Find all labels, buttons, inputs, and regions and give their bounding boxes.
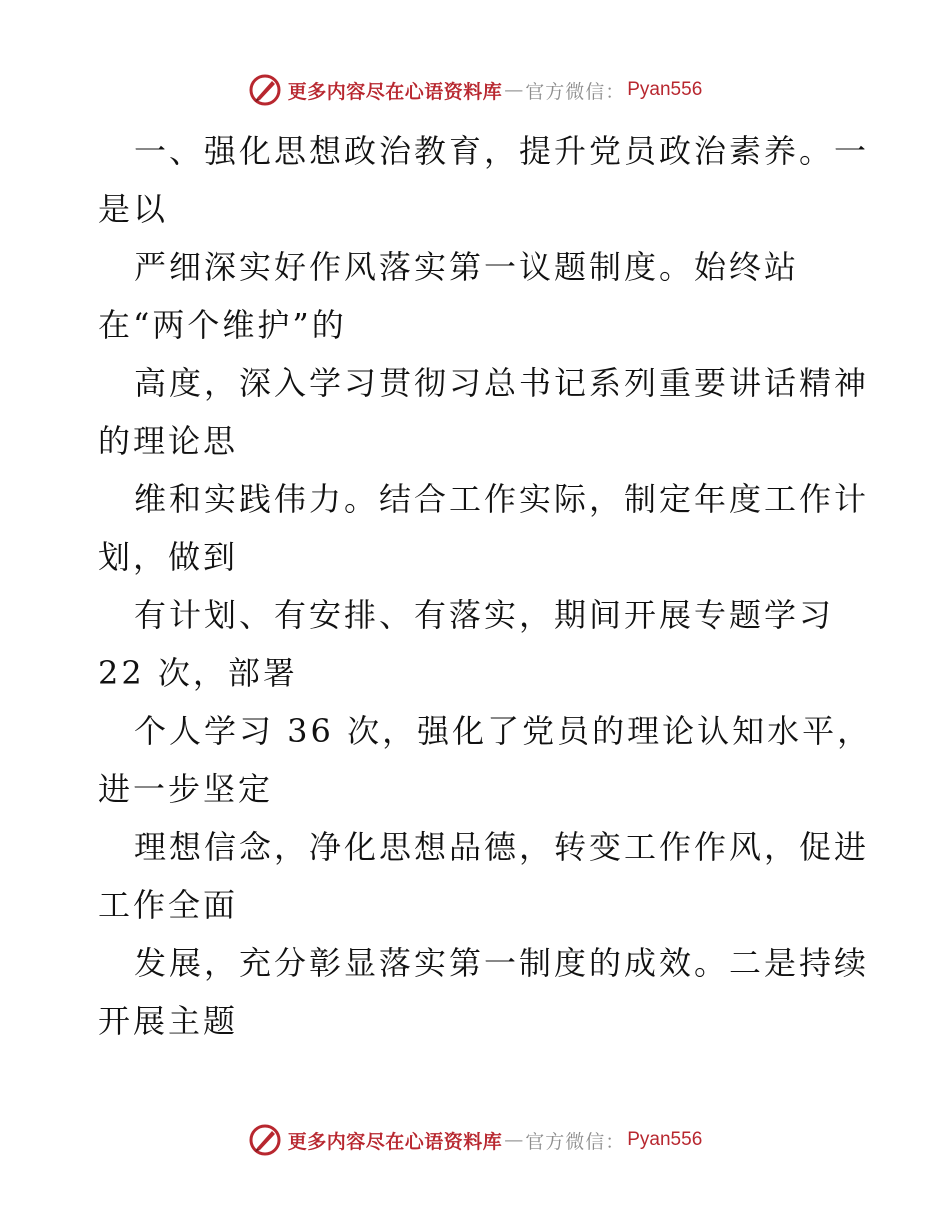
text-line: 严细深实好作风落实第一议题制度。始终站: [134, 248, 800, 286]
text-line: 划，做到: [98, 538, 239, 576]
text-line: 高度，深入学习贯彻习总书记系列重要讲话精神: [134, 364, 870, 402]
banner-wechat-label: 官方微信：: [525, 80, 626, 103]
footer-banner: [0, 1120, 950, 1160]
quill-logo-icon: [248, 1123, 282, 1157]
banner-wechat-label: 官方微信：: [525, 1130, 626, 1153]
text-line: 开展主题: [98, 1002, 239, 1040]
banner-wechat-id: Pyan556: [627, 79, 703, 100]
banner-dash: —: [504, 1129, 524, 1151]
text-line: 工作全面: [98, 886, 239, 924]
text-line: 的理论思: [98, 422, 239, 460]
text-line: 发展，充分彰显落实第一制度的成效。二是持续: [134, 944, 870, 982]
text-line: 进一步坚定: [98, 770, 274, 808]
banner-text: 更多内容尽在心语资料库: [287, 80, 503, 103]
text-line: 理想信念，净化思想品德，转变工作作风，促进: [134, 828, 870, 866]
text-line: 有计划、有安排、有落实，期间开展专题学习: [134, 596, 835, 634]
document-body: [98, 122, 873, 1050]
banner-dash: —: [504, 79, 524, 101]
text-line: 22 次，部署: [98, 654, 298, 692]
text-line: 一、强化思想政治教育，提升党员政治素养。一: [134, 132, 870, 170]
text-line: 是以: [98, 190, 169, 228]
text-line: 个人学习 36 次，强化了党员的理论认知水平，: [134, 712, 873, 750]
header-banner: [0, 70, 950, 110]
banner-wechat-id: Pyan556: [627, 1129, 703, 1150]
text-line: 在“两个维护”的: [98, 306, 347, 344]
quill-logo-icon: [248, 73, 282, 107]
banner-text: 更多内容尽在心语资料库: [287, 1130, 503, 1153]
text-line: 维和实践伟力。结合工作实际，制定年度工作计: [134, 480, 870, 518]
